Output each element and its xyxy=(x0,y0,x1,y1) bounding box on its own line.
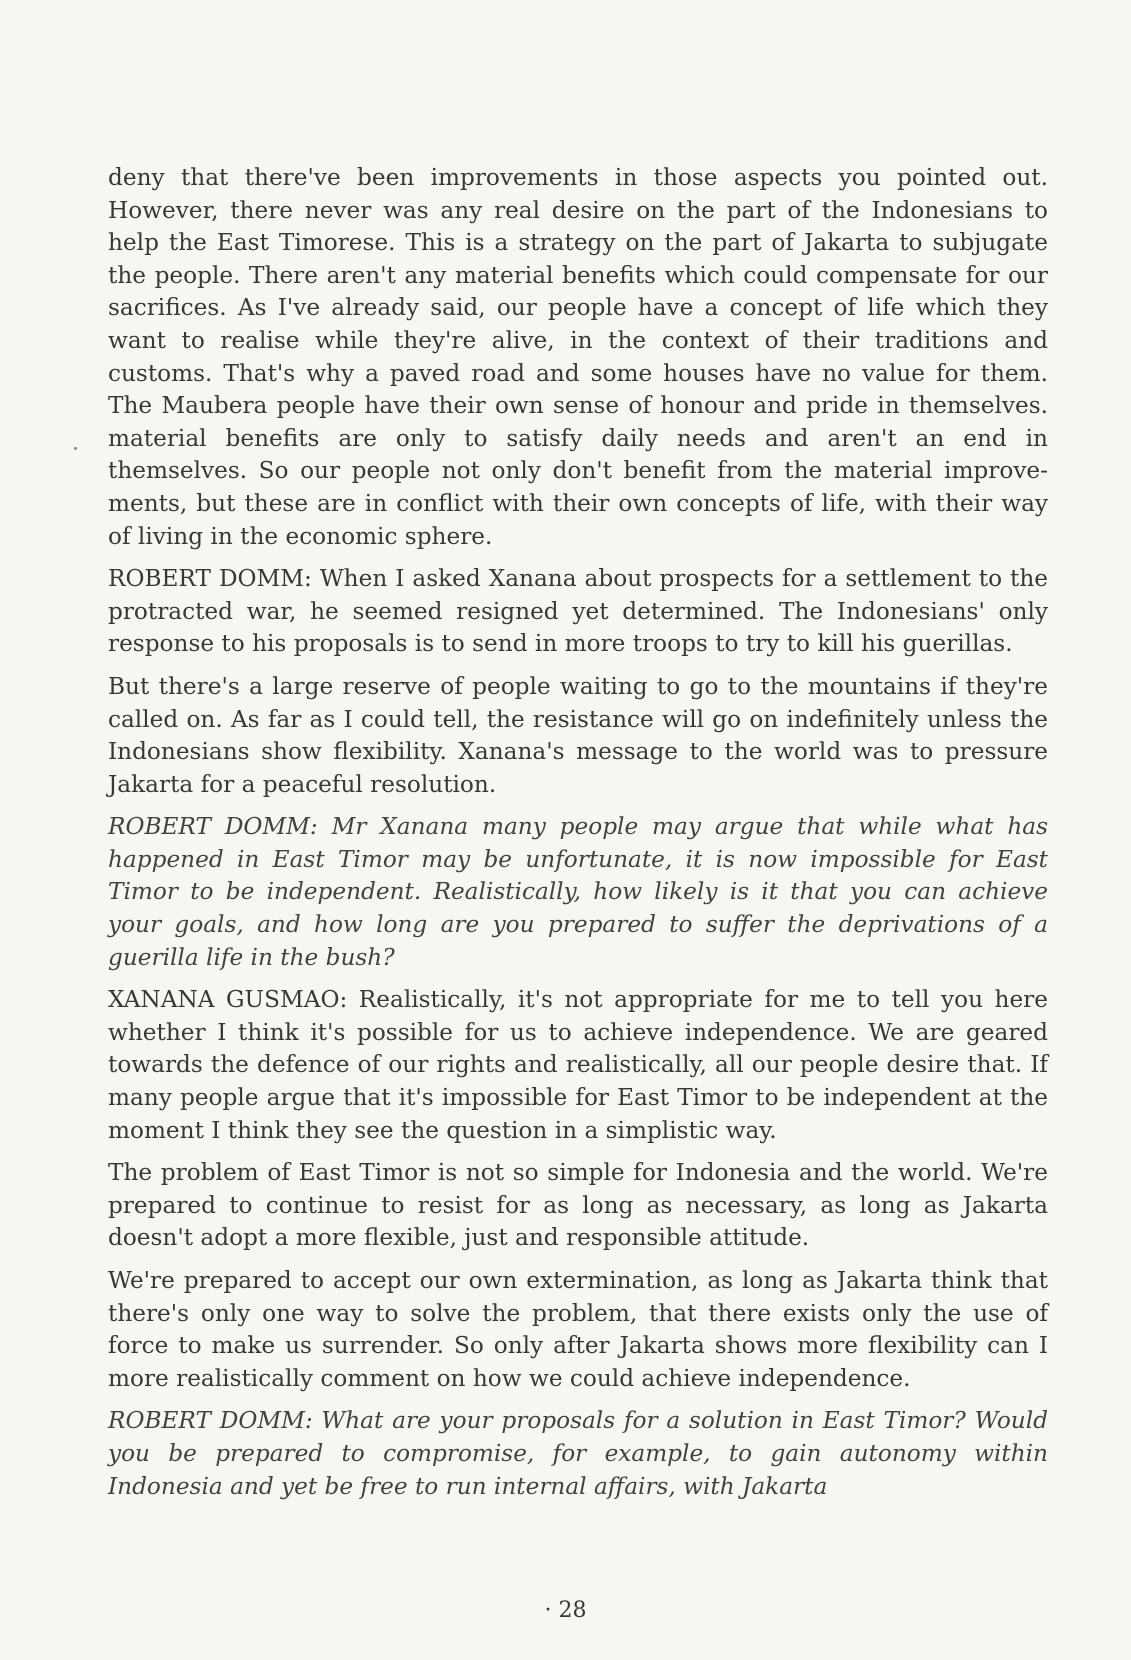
paragraph-xanana-problem-not-simple: The problem of East Timor is not so simple for Indonesia and the world. We're prepared to continue to resist for as long as necessary, as long as Jakarta doesn't adopt a more flexible, just and responsible attitude. xyxy=(108,1159,1048,1252)
question-independence-realistic: ROBERT DOMM: Mr Xanana many people may argue that while what has happened in East Timor may be unfortunate, it is now impossible for East Timor to be independent. Realistically, how likely is it that you can achieve your goals, and how long are you prepared to suffer the deprivations of a guerilla life in the bush? xyxy=(108,813,1048,971)
page-number: · 28 xyxy=(544,1598,587,1623)
paragraph-xanana-realistically: XANANA GUSMAO: Realistically, it's not appropriate for me to tell you here whether I think it's possible for us to achieve independence. We are geared towards the defence of our rights and realistically, all our people desire that. If many people argue that it's impossible for East Timor to be independent at the moment I think they see the question in a simplistic way. xyxy=(108,986,1048,1144)
paragraph-domm-settlement-prospects: ROBERT DOMM: When I asked Xanana about prospects for a settlement to the protracted war, he seemed resigned yet determined. The Indonesians' only response to his proposals is to send in more troops to try to kill his guerillas. xyxy=(108,565,1048,658)
margin-mark xyxy=(74,447,77,450)
paragraph-domm-resistance-reserve: But there's a large reserve of people waiting to go to the mountains if they're called on. As far as I could tell, the resistance will go on indefinitely unless the Indonesians show flexibility. Xanana's message to the world was to pressure Jakarta for a peaceful resolution. xyxy=(108,672,1048,798)
paragraph-xanana-material-benefits: deny that there've been improvements in those aspects you pointed out. However, there never was any real desire on the part of the Indonesians to help the East Timorese. This is a strategy on the part of Jakarta to subjugate the people. There aren't any material benefits which could compensate for our sacrifices. As I've already said, our people have a concept of life which they want to realise while they're alive, in the context of their traditions and customs. That's why a paved road and some houses have no value for them. The Maubera people have their own sense of honour and pride in themselves. material benefits are only to satisfy daily needs and aren't an end in themselves. So our people not only don't benefit from the material improvements, but these are in conflict with their own concepts of life, with their way of living in the economic sphere. xyxy=(108,164,1048,550)
body-text xyxy=(108,162,1048,1513)
question-proposals-solution: ROBERT DOMM: What are your proposals for a solution in East Timor? Would you be prepared to compromise, for example, to gain autonomy within Indonesia and yet be free to run internal affairs, with Jakarta xyxy=(108,1407,1048,1500)
paragraph-xanana-extermination: We're prepared to accept our own extermination, as long as Jakarta think that there's only one way to solve the problem, that there exists only the use of force to make us surrender. So only after Jakarta shows more flexibility can I more realistically comment on how we could achieve independence. xyxy=(108,1267,1048,1392)
